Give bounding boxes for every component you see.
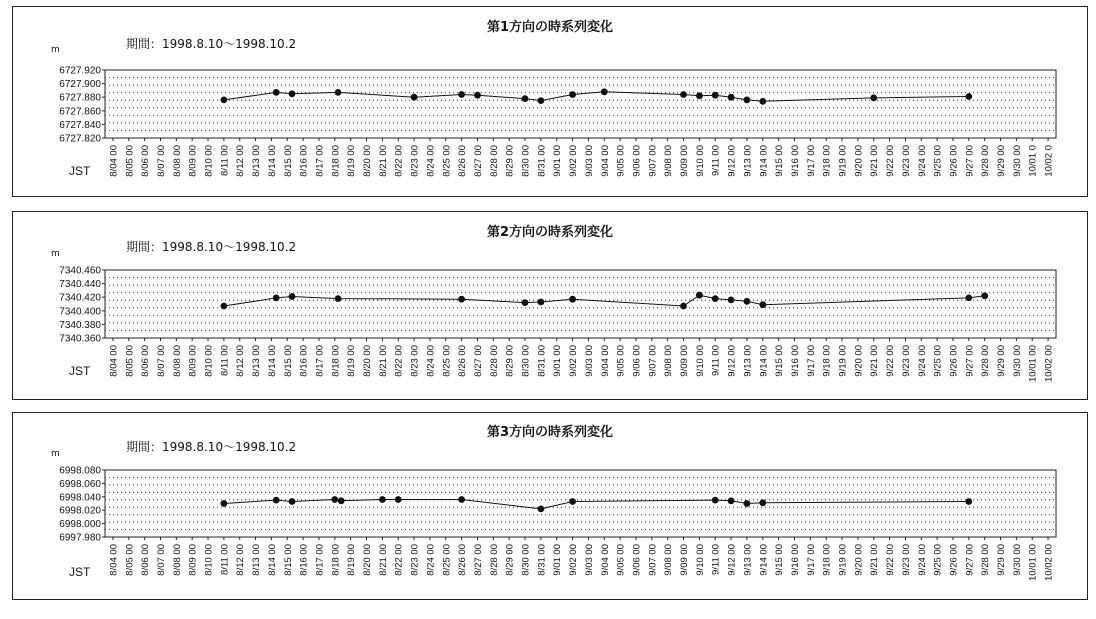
- x-tick-label: 8/22 00: [393, 544, 405, 576]
- x-tick-label: 9/13 00: [742, 345, 754, 377]
- x-tick-label: 9/19 00: [837, 145, 849, 177]
- x-tick-label: 8/21 00: [377, 544, 389, 576]
- x-tick-label: 8/18 00: [330, 544, 342, 576]
- data-point: [273, 89, 280, 96]
- x-tick-label: 9/03 00: [583, 345, 595, 377]
- x-tick-label: 9/08 00: [663, 145, 675, 177]
- x-tick-label: 9/07 00: [647, 345, 659, 377]
- x-tick-label: 9/27 00: [964, 544, 976, 576]
- x-tick-label: 9/17 00: [805, 544, 817, 576]
- data-point: [538, 506, 545, 513]
- y-tick-label: 6998.020: [59, 505, 101, 517]
- x-tick-label: 8/27 00: [472, 544, 484, 576]
- y-tick-label: 6998.040: [59, 492, 101, 504]
- x-tick-label: 9/12 00: [726, 544, 738, 576]
- data-point: [759, 499, 766, 506]
- x-tick-label: 9/21 00: [869, 345, 881, 377]
- data-point: [522, 299, 529, 306]
- x-tick-label: 8/14 00: [266, 544, 278, 576]
- x-tick-label: 9/07 00: [647, 145, 659, 177]
- x-tick-label: 9/25 00: [932, 345, 944, 377]
- x-tick-label: 9/14 00: [758, 345, 770, 377]
- x-tick-label: 8/12 00: [235, 544, 247, 576]
- plot-area: [105, 70, 1056, 138]
- chart-panel-direction-3: [12, 412, 1088, 600]
- y-tick-label: 7340.400: [59, 306, 101, 318]
- data-point: [696, 92, 703, 99]
- x-tick-label: 9/04 00: [599, 145, 611, 177]
- x-tick-label: 9/18 00: [821, 544, 833, 576]
- x-tick-label: 8/08 00: [171, 544, 183, 576]
- y-tick-label: 7340.460: [59, 265, 101, 277]
- x-tick-label: 9/20 00: [853, 345, 865, 377]
- x-tick-label: 9/16 00: [789, 145, 801, 177]
- y-tick-label: 6727.920: [59, 65, 101, 77]
- y-tick-label: 6998.000: [59, 519, 101, 531]
- x-tick-label: 9/10 00: [694, 345, 706, 377]
- x-tick-label: 9/10 00: [694, 544, 706, 576]
- x-tick-label: 8/19 00: [346, 345, 358, 377]
- x-tick-label: 9/05 00: [615, 345, 627, 377]
- x-tick-label: 9/25 00: [932, 145, 944, 177]
- x-tick-label: 8/10 00: [203, 345, 215, 377]
- plot-area: [105, 470, 1056, 537]
- y-tick-label: 6727.820: [59, 133, 101, 145]
- x-tick-label: 9/22 00: [885, 544, 897, 576]
- data-point: [289, 498, 296, 505]
- x-tick-label: 9/30 00: [1011, 145, 1023, 177]
- x-tick-label: 8/23 00: [409, 345, 421, 377]
- x-tick-label: 8/09 00: [187, 345, 199, 377]
- x-tick-label: 9/16 00: [789, 345, 801, 377]
- data-point: [601, 88, 608, 95]
- x-tick-label: 9/06 00: [631, 345, 643, 377]
- chart-title: 第1方向の時系列変化: [486, 20, 614, 35]
- x-tick-label: 9/13 00: [742, 544, 754, 576]
- y-axis-unit: m: [51, 45, 60, 55]
- x-tick-label: 8/07 00: [155, 145, 167, 177]
- x-tick-label: 8/25 00: [441, 345, 453, 377]
- x-tick-label: 8/22 00: [393, 345, 405, 377]
- x-tick-label: 9/05 00: [615, 544, 627, 576]
- data-point: [458, 496, 465, 503]
- x-tick-label: 10/01 0: [1027, 145, 1039, 177]
- data-point: [744, 500, 751, 507]
- x-tick-label: 8/12 00: [235, 345, 247, 377]
- x-tick-label: 8/14 00: [266, 345, 278, 377]
- x-tick-label: 9/15 00: [774, 345, 786, 377]
- chart-period: 期間：1998.8.10～1998.10.2: [126, 440, 297, 454]
- x-tick-label: 9/03 00: [583, 544, 595, 576]
- x-tick-label: 8/29 00: [504, 345, 516, 377]
- data-point: [273, 295, 280, 302]
- data-point: [273, 497, 280, 504]
- x-tick-label: 8/31 00: [536, 345, 548, 377]
- x-tick-label: 9/27 00: [964, 345, 976, 377]
- data-point: [474, 92, 481, 99]
- x-tick-label: 8/05 00: [124, 345, 136, 377]
- y-tick-label: 7340.420: [59, 292, 101, 304]
- x-tick-label: 8/04 00: [108, 145, 120, 177]
- x-tick-label: 9/18 00: [821, 145, 833, 177]
- x-tick-label: 9/07 00: [647, 544, 659, 576]
- data-point: [712, 295, 719, 302]
- x-tick-label: 8/18 00: [330, 145, 342, 177]
- y-tick-label: 6727.900: [59, 79, 101, 91]
- x-tick-label: 9/29 00: [996, 345, 1008, 377]
- y-tick-label: 7340.380: [59, 319, 101, 331]
- data-point: [965, 295, 972, 302]
- x-tick-label: 9/29 00: [996, 544, 1008, 576]
- data-point: [411, 94, 418, 101]
- x-tick-label: 9/30 00: [1011, 345, 1023, 377]
- data-point: [728, 497, 735, 504]
- x-tick-label: 9/06 00: [631, 544, 643, 576]
- data-point: [289, 293, 296, 300]
- data-point: [680, 303, 687, 310]
- x-tick-label: 9/19 00: [837, 544, 849, 576]
- y-tick-label: 6998.060: [59, 478, 101, 490]
- chart-panel-direction-2: [12, 211, 1088, 400]
- x-tick-label: 9/02 00: [568, 145, 580, 177]
- x-tick-label: 9/04 00: [599, 544, 611, 576]
- x-tick-label: 8/16 00: [298, 544, 310, 576]
- x-tick-label: 9/15 00: [774, 544, 786, 576]
- x-tick-label: 8/04 00: [108, 345, 120, 377]
- data-point: [744, 97, 751, 104]
- plot-area: [105, 270, 1056, 338]
- x-tick-label: 8/11 00: [219, 345, 231, 376]
- x-tick-label: 8/18 00: [330, 345, 342, 377]
- x-tick-label: 8/20 00: [362, 544, 374, 576]
- data-point: [965, 498, 972, 505]
- x-tick-label: 9/30 00: [1011, 544, 1023, 576]
- y-tick-label: 7340.360: [59, 333, 101, 345]
- data-point: [759, 98, 766, 105]
- y-tick-label: 6727.840: [59, 119, 101, 131]
- x-tick-label: 9/25 00: [932, 544, 944, 576]
- y-axis-unit: m: [51, 249, 60, 259]
- x-tick-label: 9/17 00: [805, 345, 817, 377]
- x-tick-label: 8/08 00: [171, 145, 183, 177]
- x-tick-label: 9/04 00: [599, 345, 611, 377]
- data-point: [680, 91, 687, 98]
- x-tick-label: 9/18 00: [821, 345, 833, 377]
- data-point: [395, 496, 402, 503]
- chart-direction-3: [13, 413, 1087, 599]
- data-point: [696, 292, 703, 299]
- x-tick-label: 9/20 00: [853, 544, 865, 576]
- x-tick-label: 9/26 00: [948, 145, 960, 177]
- y-tick-label: 6997.980: [59, 532, 101, 544]
- x-tick-label: 8/28 00: [488, 145, 500, 177]
- x-tick-label: 8/05 00: [124, 544, 136, 576]
- x-tick-label: 9/09 00: [679, 544, 691, 576]
- data-point: [712, 497, 719, 504]
- x-tick-label: 8/25 00: [441, 145, 453, 177]
- x-tick-label: 9/26 00: [948, 345, 960, 377]
- y-axis-unit: m: [51, 449, 60, 459]
- x-tick-label: 9/01 00: [552, 145, 564, 177]
- x-tick-label: 9/02 00: [568, 345, 580, 377]
- x-tick-label: 9/02 00: [568, 544, 580, 576]
- x-tick-label: 9/28 00: [980, 544, 992, 576]
- x-tick-label: 8/30 00: [520, 345, 532, 377]
- x-tick-label: 8/26 00: [457, 544, 469, 576]
- x-tick-label: 9/14 00: [758, 145, 770, 177]
- x-tick-label: 9/06 00: [631, 145, 643, 177]
- x-tick-label: 9/11 00: [710, 544, 722, 575]
- x-tick-label: 10/02 0: [1043, 145, 1055, 177]
- x-tick-label: 9/29 00: [996, 145, 1008, 177]
- x-tick-label: 8/11 00: [219, 145, 231, 176]
- data-point: [538, 97, 545, 104]
- x-tick-label: 9/21 00: [869, 544, 881, 576]
- data-point: [728, 297, 735, 304]
- x-tick-label: 9/23 00: [900, 145, 912, 177]
- x-tick-label: 8/13 00: [251, 544, 263, 576]
- x-tick-label: 8/23 00: [409, 145, 421, 177]
- data-point: [331, 496, 338, 503]
- x-tick-label: 8/04 00: [108, 544, 120, 576]
- x-tick-label: 8/27 00: [472, 145, 484, 177]
- x-axis-label: JST: [69, 164, 91, 178]
- x-tick-label: 9/14 00: [758, 544, 770, 576]
- x-tick-label: 9/11 00: [710, 345, 722, 376]
- x-tick-label: 8/28 00: [488, 544, 500, 576]
- x-tick-label: 9/08 00: [663, 345, 675, 377]
- x-tick-label: 9/19 00: [837, 345, 849, 377]
- x-tick-label: 8/17 00: [314, 345, 326, 377]
- data-point: [870, 95, 877, 102]
- x-tick-label: 8/31 00: [536, 145, 548, 177]
- data-point: [569, 91, 576, 98]
- x-tick-label: 9/01 00: [552, 345, 564, 377]
- x-tick-label: 8/05 00: [124, 145, 136, 177]
- chart-direction-2: [13, 212, 1087, 399]
- x-tick-label: 8/29 00: [504, 544, 516, 576]
- x-tick-label: 9/12 00: [726, 145, 738, 177]
- x-tick-label: 9/26 00: [948, 544, 960, 576]
- x-tick-label: 9/11 00: [710, 145, 722, 176]
- x-tick-label: 10/02 00: [1043, 544, 1055, 581]
- x-tick-label: 8/13 00: [251, 345, 263, 377]
- y-tick-label: 6998.080: [59, 465, 101, 477]
- x-tick-label: 9/10 00: [694, 145, 706, 177]
- x-tick-label: 8/11 00: [219, 544, 231, 575]
- x-tick-label: 8/15 00: [282, 145, 294, 177]
- x-tick-label: 8/07 00: [155, 544, 167, 576]
- x-tick-label: 8/19 00: [346, 544, 358, 576]
- x-tick-label: 9/03 00: [583, 145, 595, 177]
- x-tick-label: 8/22 00: [393, 145, 405, 177]
- x-tick-label: 8/14 00: [266, 145, 278, 177]
- x-tick-label: 8/09 00: [187, 145, 199, 177]
- data-point: [458, 296, 465, 303]
- chart-period: 期間：1998.8.10～1998.10.2: [126, 240, 297, 254]
- x-tick-label: 8/19 00: [346, 145, 358, 177]
- data-point: [538, 299, 545, 306]
- x-tick-label: 8/15 00: [282, 345, 294, 377]
- chart-title: 第2方向の時系列変化: [486, 225, 614, 240]
- x-tick-label: 10/01 00: [1027, 345, 1039, 382]
- x-tick-label: 8/06 00: [140, 345, 152, 377]
- x-tick-label: 8/12 00: [235, 145, 247, 177]
- x-tick-label: 8/10 00: [203, 145, 215, 177]
- x-tick-label: 9/22 00: [885, 145, 897, 177]
- x-tick-label: 8/30 00: [520, 145, 532, 177]
- data-point: [335, 89, 342, 96]
- x-tick-label: 8/17 00: [314, 145, 326, 177]
- x-tick-label: 8/20 00: [362, 145, 374, 177]
- x-tick-label: 9/24 00: [916, 544, 928, 576]
- x-tick-label: 9/08 00: [663, 544, 675, 576]
- data-point: [379, 496, 386, 503]
- x-tick-label: 9/12 00: [726, 345, 738, 377]
- chart-direction-1: [13, 7, 1087, 196]
- data-point: [569, 498, 576, 505]
- data-point: [522, 95, 529, 102]
- x-tick-label: 9/05 00: [615, 145, 627, 177]
- data-point: [335, 295, 342, 302]
- data-point: [289, 90, 296, 97]
- data-point: [965, 93, 972, 100]
- x-tick-label: 8/16 00: [298, 145, 310, 177]
- x-tick-label: 10/02 00: [1043, 345, 1055, 382]
- x-tick-label: 8/06 00: [140, 544, 152, 576]
- x-tick-label: 9/28 00: [980, 145, 992, 177]
- x-tick-label: 9/28 00: [980, 345, 992, 377]
- chart-period: 期間：1998.8.10～1998.10.2: [126, 37, 297, 51]
- x-tick-label: 9/24 00: [916, 145, 928, 177]
- x-tick-label: 8/24 00: [425, 145, 437, 177]
- data-point: [338, 497, 345, 504]
- x-tick-label: 8/23 00: [409, 544, 421, 576]
- x-tick-label: 8/06 00: [140, 145, 152, 177]
- x-tick-label: 9/27 00: [964, 145, 976, 177]
- x-tick-label: 8/31 00: [536, 544, 548, 576]
- x-tick-label: 8/29 00: [504, 145, 516, 177]
- x-tick-label: 8/26 00: [457, 345, 469, 377]
- data-point: [221, 303, 228, 310]
- x-tick-label: 8/07 00: [155, 345, 167, 377]
- data-point: [458, 91, 465, 98]
- x-tick-label: 8/21 00: [377, 145, 389, 177]
- data-point: [569, 296, 576, 303]
- x-axis-label: JST: [69, 364, 91, 378]
- x-axis-label: JST: [69, 565, 91, 579]
- x-tick-label: 9/13 00: [742, 145, 754, 177]
- x-tick-label: 8/24 00: [425, 544, 437, 576]
- x-tick-label: 8/08 00: [171, 345, 183, 377]
- data-point: [221, 97, 228, 104]
- x-tick-label: 9/24 00: [916, 345, 928, 377]
- x-tick-label: 8/13 00: [251, 145, 263, 177]
- data-point: [221, 500, 228, 507]
- x-tick-label: 9/23 00: [900, 544, 912, 576]
- x-tick-label: 9/01 00: [552, 544, 564, 576]
- x-tick-label: 8/09 00: [187, 544, 199, 576]
- x-tick-label: 9/09 00: [679, 345, 691, 377]
- y-tick-label: 6727.860: [59, 106, 101, 118]
- y-tick-label: 6727.880: [59, 92, 101, 104]
- data-point: [728, 94, 735, 101]
- x-tick-label: 10/01 00: [1027, 544, 1039, 581]
- x-tick-label: 9/23 00: [900, 345, 912, 377]
- chart-panel-direction-1: [12, 6, 1088, 197]
- x-tick-label: 9/17 00: [805, 145, 817, 177]
- x-tick-label: 8/30 00: [520, 544, 532, 576]
- x-tick-label: 9/20 00: [853, 145, 865, 177]
- x-tick-label: 8/27 00: [472, 345, 484, 377]
- data-point: [712, 92, 719, 99]
- x-tick-label: 8/28 00: [488, 345, 500, 377]
- chart-title: 第3方向の時系列変化: [486, 425, 614, 440]
- x-tick-label: 8/17 00: [314, 544, 326, 576]
- x-tick-label: 9/09 00: [679, 145, 691, 177]
- data-point: [981, 292, 988, 299]
- data-point: [759, 301, 766, 308]
- y-tick-label: 7340.440: [59, 279, 101, 291]
- x-tick-label: 9/21 00: [869, 145, 881, 177]
- x-tick-label: 9/16 00: [789, 544, 801, 576]
- x-tick-label: 8/20 00: [362, 345, 374, 377]
- x-tick-label: 8/26 00: [457, 145, 469, 177]
- x-tick-label: 8/16 00: [298, 345, 310, 377]
- data-point: [744, 298, 751, 305]
- x-tick-label: 8/15 00: [282, 544, 294, 576]
- x-tick-label: 9/15 00: [774, 145, 786, 177]
- x-tick-label: 8/24 00: [425, 345, 437, 377]
- x-tick-label: 8/25 00: [441, 544, 453, 576]
- x-tick-label: 8/21 00: [377, 345, 389, 377]
- x-tick-label: 8/10 00: [203, 544, 215, 576]
- x-tick-label: 9/22 00: [885, 345, 897, 377]
